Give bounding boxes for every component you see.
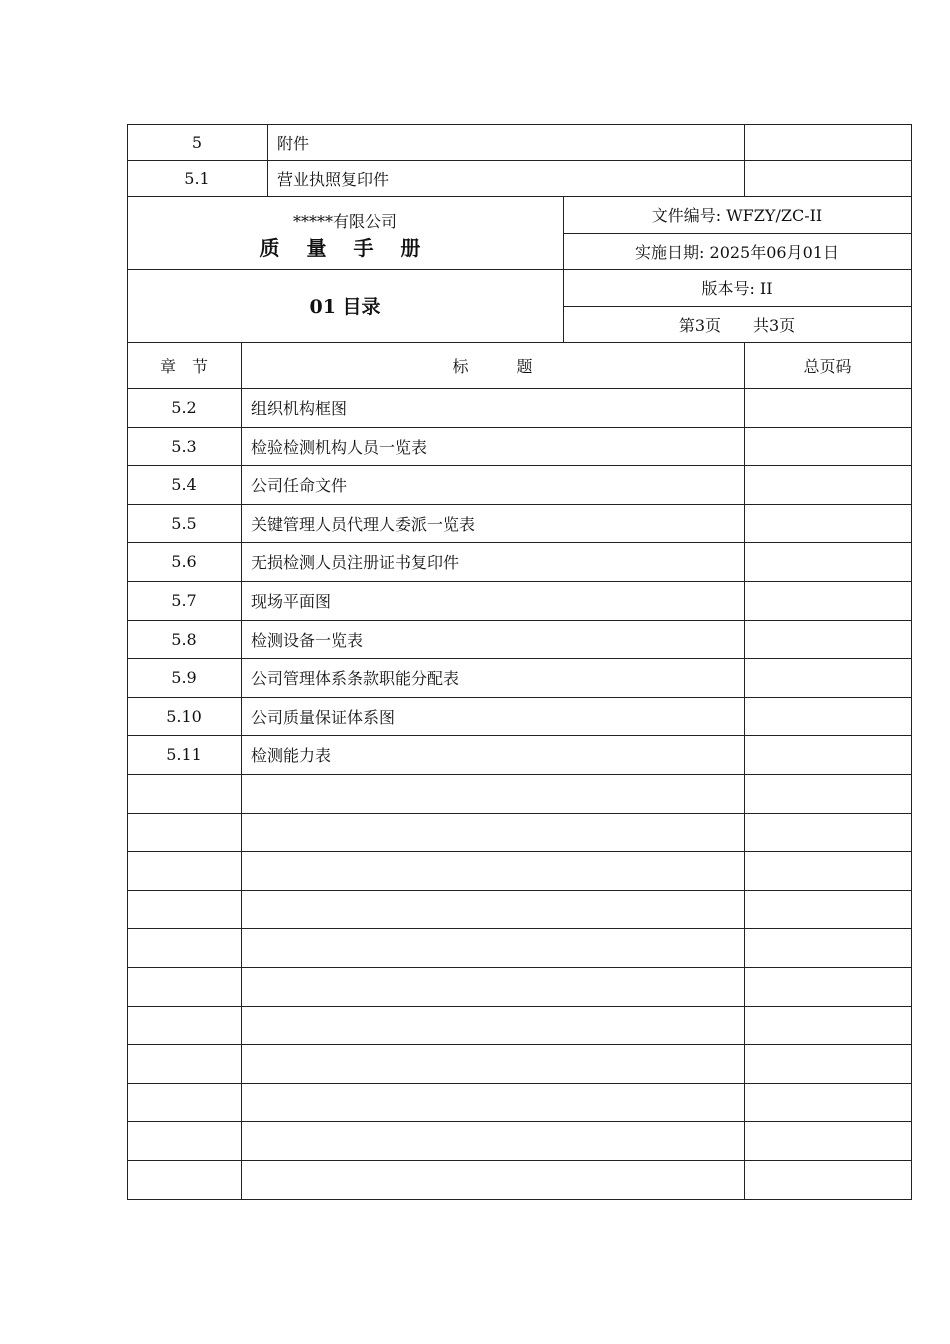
chapter-cell: 5.6 — [171, 552, 197, 571]
chapter-cell: 5.4 — [171, 475, 197, 494]
page-cell — [744, 890, 911, 928]
title-cell — [251, 967, 741, 1006]
chapter-cell: 5.11 — [166, 745, 202, 764]
title-cell: 检验检测机构人员一览表 — [251, 437, 428, 457]
page-cell — [744, 542, 911, 581]
page-cell — [744, 124, 911, 160]
title-cell — [251, 1044, 741, 1083]
chapter-cell: 5.3 — [171, 436, 197, 456]
page-cell — [744, 1044, 911, 1083]
page-cell — [744, 928, 911, 967]
title-cell: 公司任命文件 — [251, 476, 348, 495]
chapter-cell — [127, 1006, 241, 1044]
company-name: *****有限公司 — [292, 211, 397, 231]
effective-date: 实施日期: 2025年06月01日 — [635, 242, 839, 262]
page-cell — [744, 1121, 911, 1160]
page-cell — [744, 620, 911, 658]
chapter-cell — [127, 967, 241, 1006]
title-cell: 营业执照复印件 — [277, 169, 390, 189]
title-cell — [251, 928, 741, 967]
title-cell — [251, 1160, 741, 1199]
title-cell: 检测设备一览表 — [251, 630, 364, 650]
page-cell — [744, 851, 911, 890]
page-info: 第3页 共3页 — [678, 315, 796, 335]
page-cell — [744, 504, 911, 542]
column-header-title: 标 题 — [452, 356, 533, 376]
title-cell — [251, 1121, 741, 1160]
chapter-cell — [127, 1044, 241, 1083]
column-header-page: 总页码 — [803, 356, 852, 376]
chapter-cell — [127, 774, 241, 813]
chapter-cell: 5.5 — [171, 513, 197, 533]
title-cell: 无损检测人员注册证书复印件 — [251, 553, 460, 572]
title-cell: 附件 — [277, 133, 310, 153]
title-cell: 公司管理体系条款职能分配表 — [251, 669, 460, 688]
page-cell — [744, 967, 911, 1006]
chapter-cell — [127, 851, 241, 890]
page-cell — [744, 735, 911, 774]
chapter-cell — [127, 1160, 241, 1199]
page-cell — [744, 1160, 911, 1199]
page-cell — [744, 774, 911, 813]
page-cell — [744, 388, 911, 427]
chapter-cell — [127, 890, 241, 928]
title-cell — [251, 890, 741, 928]
page-cell — [744, 581, 911, 620]
chapter-cell: 5.9 — [171, 668, 197, 687]
title-cell: 关键管理人员代理人委派一览表 — [251, 514, 476, 534]
chapter-cell: 5 — [191, 132, 203, 152]
title-cell — [251, 1006, 741, 1044]
page-cell — [744, 658, 911, 697]
manual-title: 质 量 手 册 — [259, 235, 431, 260]
title-cell: 检测能力表 — [251, 746, 332, 765]
chapter-cell: 5.7 — [171, 591, 197, 610]
column-header-chapter: 章 节 — [159, 356, 208, 376]
title-cell — [251, 774, 741, 813]
page-cell — [744, 1083, 911, 1121]
title-cell — [251, 813, 741, 851]
title-cell — [251, 851, 741, 890]
page-cell — [744, 427, 911, 465]
page-cell — [744, 1006, 911, 1044]
chapter-cell: 5.10 — [166, 706, 202, 726]
title-cell — [251, 1083, 741, 1121]
page-cell — [744, 697, 911, 735]
section-title: 01 目录 — [309, 296, 381, 318]
chapter-cell: 5.8 — [171, 629, 197, 649]
page-cell — [744, 465, 911, 504]
title-cell: 公司质量保证体系图 — [251, 707, 396, 727]
title-cell: 组织机构框图 — [251, 399, 348, 418]
chapter-cell — [127, 813, 241, 851]
chapter-cell — [127, 1083, 241, 1121]
chapter-cell: 5.1 — [184, 168, 210, 188]
chapter-cell: 5.2 — [171, 398, 197, 417]
page-cell — [744, 813, 911, 851]
title-cell: 现场平面图 — [251, 592, 332, 611]
chapter-cell — [127, 928, 241, 967]
page-cell — [744, 160, 911, 196]
version-number: 版本号: II — [701, 279, 773, 298]
chapter-cell — [127, 1121, 241, 1160]
document-number: 文件编号: WFZY/ZC-II — [651, 206, 823, 225]
